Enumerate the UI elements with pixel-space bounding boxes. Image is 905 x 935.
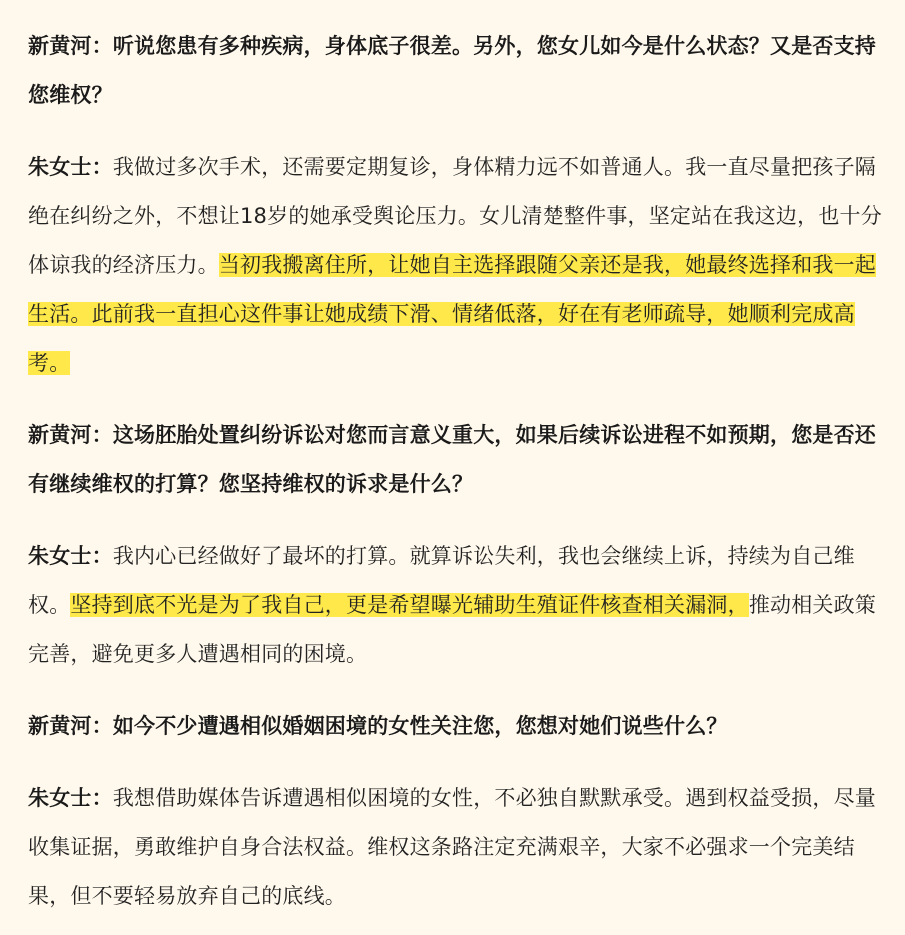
speaker-label: 朱女士： [28, 544, 113, 568]
highlighted-text: 当初我搬离住所，让她自主选择跟随父亲还是我，她最终选择和我一起生活。此前我一直担心这件事让她成绩下滑、情绪低落，好在有老师疏导，她顺利完成高考。 [28, 253, 877, 375]
speaker-label: 朱女士： [28, 155, 113, 179]
paragraph-question-2 [28, 411, 887, 509]
paragraph-answer-3 [28, 774, 887, 921]
answer-text: 推动相关政策完善，避免更多人遭遇相同的困境。 [28, 593, 877, 666]
speaker-label: 新黄河： [28, 34, 113, 58]
speaker-label: 朱女士： [28, 786, 113, 810]
paragraph-question-3 [28, 702, 887, 751]
answer-text: 我做过多次手术，还需要定期复诊，身体精力远不如普通人。我一直尽量把孩子隔绝在纠纷之外，不想让18岁的她承受舆论压力。女儿清楚整件事，坚定站在我这边，也十分体谅我的经济压力。 [28, 155, 882, 277]
speaker-label: 新黄河： [28, 714, 113, 738]
question-text: 这场胚胎处置纠纷诉讼对您而言意义重大，如果后续诉讼进程不如预期，您是否还有继续维权的打算？您坚持维权的诉求是什么？ [28, 423, 877, 496]
highlighted-text: 坚持到底不光是为了我自己，更是希望曝光辅助生殖证件核查相关漏洞， [70, 593, 749, 617]
question-text: 如今不少遭遇相似婚姻困境的女性关注您，您想对她们说些什么？ [112, 714, 728, 738]
answer-text: 我内心已经做好了最坏的打算。就算诉讼失利，我也会继续上诉，持续为自己维权。 [28, 544, 855, 617]
paragraph-answer-2 [28, 532, 887, 679]
question-text: 听说您患有多种疾病，身体底子很差。另外，您女儿如今是什么状态？又是否支持您维权？ [28, 34, 877, 107]
speaker-label: 新黄河： [28, 423, 113, 447]
paragraph-question-1 [28, 22, 887, 120]
answer-text: 我想借助媒体告诉遭遇相似困境的女性，不必独自默默承受。遇到权益受损，尽量收集证据，勇敢维护自身合法权益。维权这条路注定充满艰辛，大家不必强求一个完美结果，但不要轻易放弃自己的底线。 [28, 786, 877, 908]
paragraph-answer-1 [28, 143, 887, 388]
